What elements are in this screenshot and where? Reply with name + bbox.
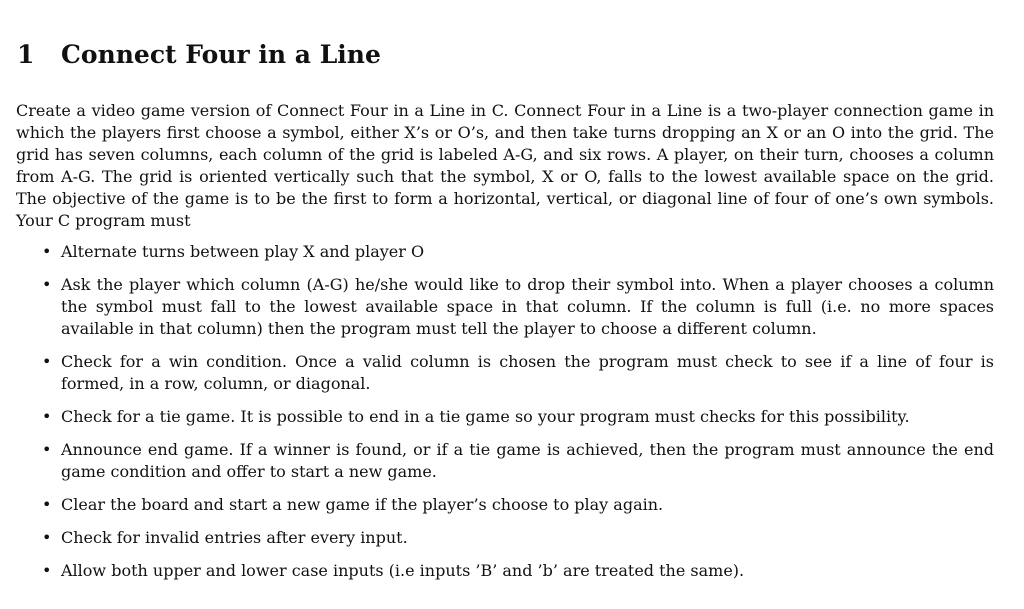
list-item-text: • Ask the player which column (A-G) he/she would like to drop their symbol into. When a player chooses a column the symbol must fall to the lowest available space in that column. If the column is full (i.e. no more spaces available in that column) then the program must tell the player to choose a different column. xyxy=(61,275,994,338)
list-item-text: • Check for invalid entries after every input. xyxy=(61,528,408,547)
list-item xyxy=(16,274,994,340)
requirements-list xyxy=(16,241,994,593)
section-heading xyxy=(17,40,381,69)
list-item xyxy=(16,560,994,582)
list-item-text: • Announce end game. If a winner is found, or if a tie game is achieved, then the program must announce the end game condition and offer to start a new game. xyxy=(61,440,994,481)
list-item xyxy=(16,351,994,395)
intro-paragraph: Create a video game version of Connect Four in a Line in C. Connect Four in a Line is a two-player connection game in which the players first choose a symbol, either X’s or O’s, and then take turns dropping an X or an O into the grid. The grid has seven columns, each column of the grid is labeled A-G, and six rows. A player, on their turn, chooses a column from A-G. The grid is oriented vertically such that the symbol, X or O, falls to the lowest available space on the grid. The objective of the game is to be the first to form a horizontal, vertical, or diagonal line of four of one’s own symbols. Your C program must xyxy=(16,101,994,230)
list-item xyxy=(16,439,994,483)
list-item xyxy=(16,241,994,263)
list-item xyxy=(16,527,994,549)
section-number: 1 xyxy=(17,40,35,69)
list-item-text: • Alternate turns between play X and player O xyxy=(61,242,425,261)
section-title: Connect Four in a Line xyxy=(61,40,381,69)
list-item xyxy=(16,494,994,516)
list-item-text: • Check for a tie game. It is possible to end in a tie game so your program must checks for this possibility. xyxy=(61,407,910,426)
list-item-text: • Allow both upper and lower case inputs (i.e inputs ’B’ and ’b’ are treated the same). xyxy=(61,561,745,580)
list-item-text: • Clear the board and start a new game if the player’s choose to play again. xyxy=(61,495,664,514)
list-item-text: • Check for a win condition. Once a valid column is chosen the program must check to see if a line of four is formed, in a row, column, or diagonal. xyxy=(61,352,994,393)
list-item xyxy=(16,406,994,428)
